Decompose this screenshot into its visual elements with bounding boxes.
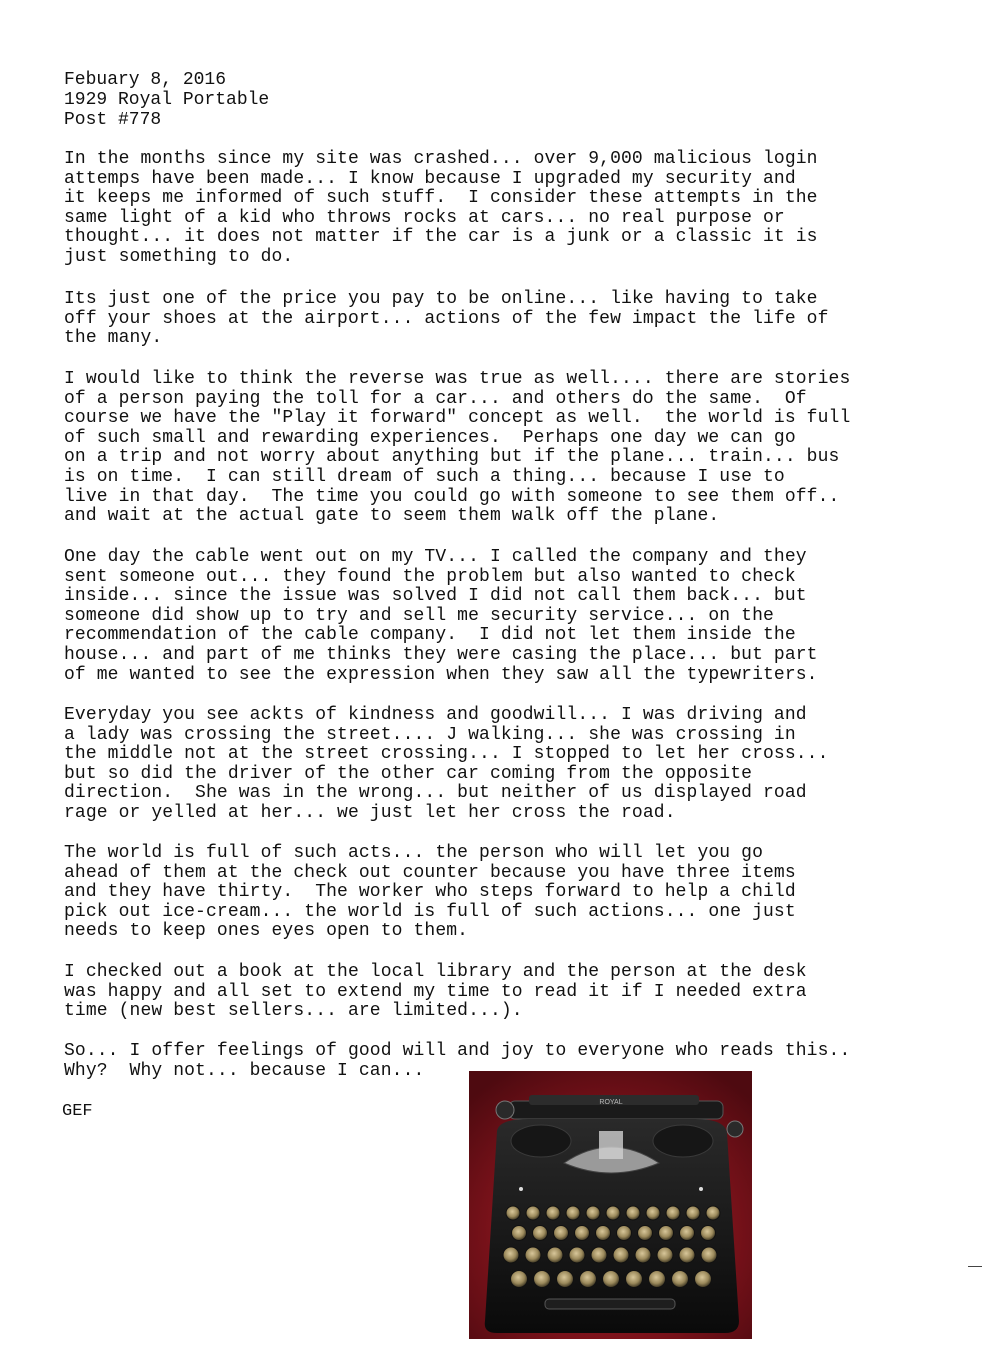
text-line: course we have the "Play it forward" concept as well. the world is full [64, 408, 851, 429]
text-line: rage or yelled at her... we just let her cross the road. [64, 802, 676, 823]
text-line: and wait at the actual gate to seem them walk off the plane. [64, 506, 720, 527]
text-line: and they have thirty. The worker who steps forward to help a child [64, 882, 796, 903]
post-number: Post #778 [64, 110, 162, 130]
text-line: pick out ice-cream... the world is full of such actions... one just [64, 901, 796, 922]
text-line: recommendation of the cable company. I did not let them inside the [64, 625, 796, 646]
text-line: inside... since the issue was solved I did not call them back... but [64, 586, 807, 607]
text-line: The world is full of such acts... the person who will let you go [64, 843, 763, 863]
text-line: someone did show up to try and sell me security service... on the [64, 605, 774, 626]
text-line: thought... it does not matter if the car is a junk or a classic it is [64, 227, 818, 248]
paragraph-kindness [64, 706, 924, 824]
text-line: So... I offer feelings of good will and joy to everyone who reads this.. [64, 1041, 851, 1061]
text-line: Everyday you see ackts of kindness and goodwill... I was driving and [64, 705, 807, 725]
text-line: it keeps me informed of such stuff. I consider these attempts in the [64, 188, 818, 209]
text-line: I checked out a book at the local library and the person at the desk [64, 962, 807, 982]
typewriter-model: 1929 Royal Portable [64, 90, 270, 110]
paragraph-reverse [64, 370, 924, 527]
text-line: attemps have been made... I know because I upgraded my security and [64, 168, 796, 189]
space-bar [545, 1299, 675, 1309]
text-line: the many. [64, 328, 163, 349]
text-line: In the months since my site was crashed... over 9,000 malicious login [64, 149, 818, 169]
text-line: I would like to think the reverse was true as well.... there are stories [64, 369, 851, 389]
text-line: of such small and rewarding experiences. Perhaps one day we can go [64, 427, 796, 448]
text-line: same light of a kid who throws rocks at cars... no real purpose or [64, 207, 785, 228]
brand-label: ROYAL [599, 1099, 623, 1106]
text-line: just something to do. [64, 246, 294, 267]
paragraph-online-price [64, 290, 924, 349]
text-line: ahead of them at the check out counter because you have three items [64, 862, 796, 883]
paragraph-library [64, 963, 924, 1022]
text-line: live in that day. The time you could go with someone to see them off.. [64, 486, 840, 507]
text-line: Why? Why not... because I can... [64, 1060, 425, 1081]
ribbon-spool-right [653, 1125, 713, 1157]
text-line: but so did the driver of the other car coming from the opposite [64, 763, 753, 784]
platen-knob-right [727, 1121, 743, 1137]
text-line: was happy and all set to extend my time to read it if I needed extra [64, 981, 807, 1002]
text-line: of a person paying the toll for a car... and others do the same. Of [64, 388, 807, 409]
letter-header [64, 70, 269, 130]
text-line: on a trip and not worry about anything but if the plane... train... bus [64, 447, 840, 468]
signature: GEF [62, 1102, 93, 1121]
text-line: of me wanted to see the expression when they saw all the typewriters. [64, 664, 818, 685]
text-line: One day the cable went out on my TV... I called the company and they [64, 547, 807, 567]
paragraph-acts [64, 844, 924, 942]
paragraph-cable [64, 548, 924, 685]
text-line: house... and part of me thinks they were casing the place... but part [64, 644, 818, 665]
text-line: off your shoes at the airport... actions of the few impact the life of [64, 308, 829, 329]
text-line: sent someone out... they found the problem but also wanted to check [64, 566, 796, 587]
text-line: a lady was crossing the street.... J walking... she was crossing in [64, 724, 796, 745]
text-line: the middle not at the street crossing... I stopped to let her cross... [64, 744, 829, 765]
text-line: Its just one of the price you pay to be online... like having to take [64, 289, 818, 309]
text-line: time (new best sellers... are limited...). [64, 1001, 523, 1022]
edge-mark [968, 1266, 982, 1267]
typewriter-illustration [469, 1071, 752, 1339]
type-guide [599, 1131, 623, 1159]
paragraph-security [64, 150, 924, 268]
text-line: direction. She was in the wrong... but neither of us displayed road [64, 783, 807, 804]
text-line: needs to keep ones eyes open to them. [64, 921, 469, 942]
text-line: is on time. I can still dream of such a thing... because I use to [64, 466, 785, 487]
platen-knob-left [496, 1101, 514, 1119]
ribbon-spool-left [511, 1125, 571, 1157]
letter-date: Febuary 8, 2016 [64, 70, 227, 90]
typewriter-photo [469, 1071, 752, 1339]
